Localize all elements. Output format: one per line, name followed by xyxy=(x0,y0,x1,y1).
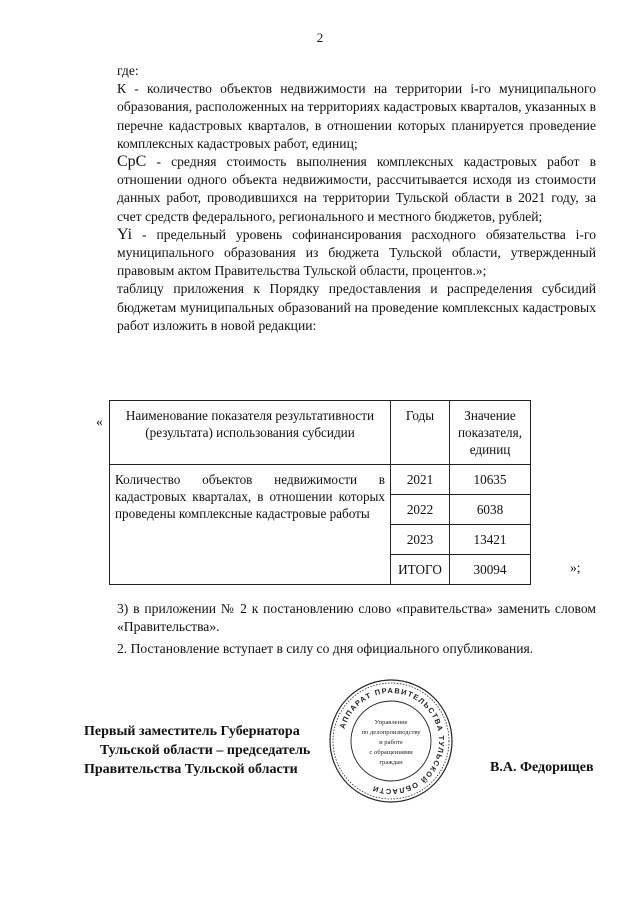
stamp-center-line-4: с обращениями xyxy=(369,749,413,756)
indicator-cell: Количество объектов недвижимости в кадастровых кварталах, в отношении которых проведены комплексные кадастровые работы xyxy=(110,465,391,585)
cpc-definition xyxy=(117,153,596,226)
table-intro: таблицу приложения к Порядку предоставления и распределения субсидий бюджетам муниципальных образований на проведение комплексных кадастровых работ изложить в новой редакции: xyxy=(117,281,596,333)
stamp-center-line-2: по делопроизводству xyxy=(361,729,421,736)
stamp-center-line-5: граждан xyxy=(379,759,403,766)
item-2: 2. Постановление вступает в силу со дня официального опубликования. xyxy=(117,641,534,657)
page-number: 2 xyxy=(316,30,324,45)
value-cell: 30094 xyxy=(450,555,531,585)
signatory-title xyxy=(84,722,310,779)
stamp-center-line-3: и работе xyxy=(379,739,403,746)
main-text xyxy=(117,62,596,335)
table-row xyxy=(110,465,531,495)
table-close-quote: »; xyxy=(570,560,581,575)
closing-text xyxy=(117,600,596,659)
table-header-row xyxy=(110,401,531,465)
table-open-quote: « xyxy=(96,414,103,429)
signatory-name: В.А. Федорищев xyxy=(490,760,594,775)
where-label: где: xyxy=(117,63,139,78)
signatory-line-3: Правительства Тульской области xyxy=(84,762,298,777)
indicator-table xyxy=(109,400,531,585)
value-cell: 10635 xyxy=(450,465,531,495)
year-cell: 2021 xyxy=(391,465,450,495)
year-cell: 2022 xyxy=(391,495,450,525)
header-value: Значение показателя, единиц xyxy=(450,401,531,465)
year-cell: 2023 xyxy=(391,525,450,555)
k-definition xyxy=(117,80,596,153)
header-years: Годы xyxy=(391,401,450,465)
y-definition-text: - предельный уровень софинансирования расходного обязательства i-го муниципального образования из бюджета Тульской области, утвержденный правовым актом Правительства Тульской области, процентов.»; xyxy=(117,226,596,279)
stamp-ring-text: АППАРАТ ПРАВИТЕЛЬСТВА ТУЛЬСКОЙ ОБЛАСТИ xyxy=(337,685,447,797)
item-3: 3) в приложении № 2 к постановлению слово «правительства» заменить словом «Правительства». xyxy=(117,601,596,635)
cpc-definition-text: - средняя стоимость выполнения комплексных кадастровых работ в отношении одного объекта недвижимости, рассчитывается исходя из стоимости данных работ, проводившихся на территории Тульской области в 2021 году, за счет средств федерального, регионального и местного бюджетов, рублей; xyxy=(117,154,596,224)
value-cell: 6038 xyxy=(450,495,531,525)
year-cell: ИТОГО xyxy=(391,555,450,585)
cpc-symbol: СрС xyxy=(117,153,147,171)
official-stamp xyxy=(328,678,454,804)
y-symbol: Yi xyxy=(117,225,133,243)
header-indicator: Наименование показателя результативности (результата) использования субсидии xyxy=(110,401,391,465)
k-definition-text: К - количество объектов недвижимости на территории i-го муниципального образования, расположенных на территориях кадастровых кварталов, указанных в перечне кадастровых кварталов, в отношении которых планируется проведение комплексных кадастровых работ, единиц; xyxy=(117,81,596,151)
stamp-center-line-1: Управление xyxy=(374,719,408,726)
signatory-line-2: Тульской области – председатель xyxy=(100,743,311,758)
y-definition xyxy=(117,226,596,281)
value-cell: 13421 xyxy=(450,525,531,555)
signatory-line-1: Первый заместитель Губернатора xyxy=(84,724,300,739)
